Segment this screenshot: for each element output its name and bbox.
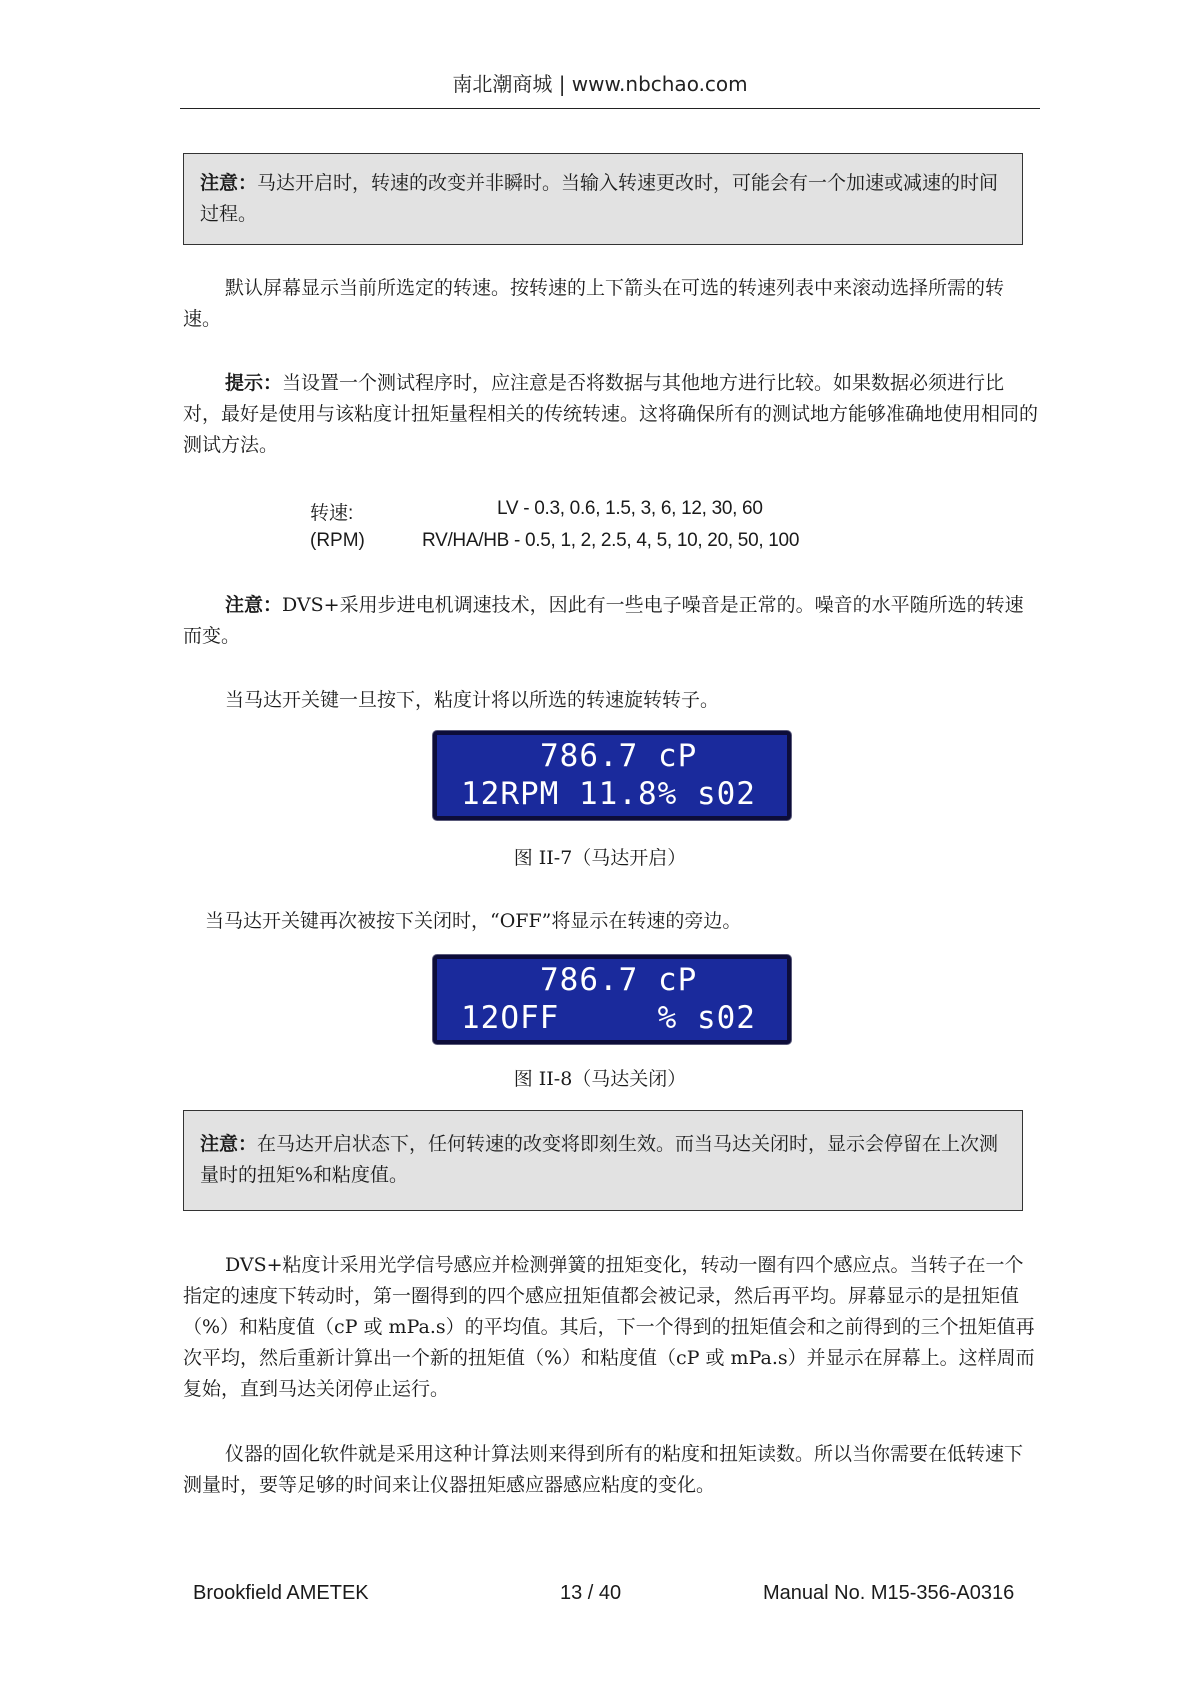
lcd-status-line: 12RPM 11.8% s02 (461, 776, 756, 812)
figure-caption-motor-on: 图 II-7（马达开启） (513, 847, 687, 869)
note-label: 注意： (200, 172, 258, 194)
paragraph-tip (183, 368, 1041, 461)
footer-company: Brookfield AMETEK (193, 1582, 369, 1604)
speed-list-rv: RV/HA/HB - 0.5, 1, 2, 2.5, 4, 5, 10, 20, 50, 100 (422, 530, 800, 551)
lcd-status-line: 12OFF % s02 (461, 1000, 756, 1036)
note-label: 注意： (225, 594, 283, 616)
rpm-label: (RPM) (310, 530, 365, 551)
paragraph-firmware: 仪器的固化软件就是采用这种计算法则来得到所有的粘度和扭矩读数。所以当你需要在低转速下测量时，要等足够的时间来让仪器扭矩感应器感应粘度的变化。 (183, 1443, 1024, 1496)
figure-caption-motor-off: 图 II-8（马达关闭） (513, 1068, 687, 1090)
note-label: 注意： (200, 1133, 258, 1155)
lcd-display-motor-on (433, 731, 791, 820)
tip-text: 当设置一个测试程序时，应注意是否将数据与其他地方进行比较。如果数据必须进行比对，最好是使用与该粘度计扭矩量程相关的传统转速。这将确保所有的测试地方能够准确地使用相同的测试方法。 (183, 372, 1039, 456)
footer-page-number: 13 / 40 (560, 1582, 622, 1604)
header-divider (180, 108, 1040, 109)
note-text: 在马达开启状态下，任何转速的改变将即刻生效。而当马达关闭时，显示会停留在上次测量时的扭矩%和粘度值。 (200, 1133, 999, 1186)
lcd-display-motor-off (433, 955, 791, 1044)
lcd-viscosity-line: 786.7 cP (540, 962, 698, 998)
paragraph-noise-note (183, 590, 1041, 652)
paragraph-motor-on: 当马达开关键一旦按下，粘度计将以所选的转速旋转转子。 (225, 689, 720, 711)
paragraph-default-display: 默认屏幕显示当前所选定的转速。按转速的上下箭头在可选的转速列表中来滚动选择所需的转速。 (183, 277, 1005, 330)
lcd-viscosity-line: 786.7 cP (540, 738, 698, 774)
speed-list-lv: LV - 0.3, 0.6, 1.5, 3, 6, 12, 30, 60 (497, 498, 763, 519)
footer-manual-number: Manual No. M15-356-A0316 (763, 1582, 1015, 1604)
speed-label: 转速: (310, 503, 354, 524)
note-text: DVS+采用步进电机调速技术，因此有一些电子噪音是正常的。噪音的水平随所选的转速而变。 (183, 594, 1024, 647)
note-box-motor-delay (183, 153, 1023, 245)
note-text: 马达开启时，转速的改变并非瞬时。当输入转速更改时，可能会有一个加速或减速的时间过程。 (200, 172, 999, 225)
header-site: 南北潮商城 | www.nbchao.com (452, 72, 748, 96)
paragraph-dvs-sensing: DVS+粘度计采用光学信号感应并检测弹簧的扭矩变化，转动一圈有四个感应点。当转子在一个指定的速度下转动时，第一圈得到的四个感应扭矩值都会被记录，然后再平均。屏幕显示的是扭矩值（%）和粘度值（cP 或 mPa.s）的平均值。其后，下一个得到的扭矩值会和之前得到的三个扭矩值再次平均，然后重新计算出一个新的扭矩值（%）和粘度值（cP 或 mPa.s）并显示在屏幕上。这样周而复始，直到马达关闭停止运行。 (183, 1254, 1035, 1400)
note-box-speed-change (183, 1110, 1023, 1211)
tip-label: 提示： (225, 372, 283, 394)
paragraph-motor-off: 当马达开关键再次被按下关闭时，“OFF”将显示在转速的旁边。 (205, 910, 742, 932)
